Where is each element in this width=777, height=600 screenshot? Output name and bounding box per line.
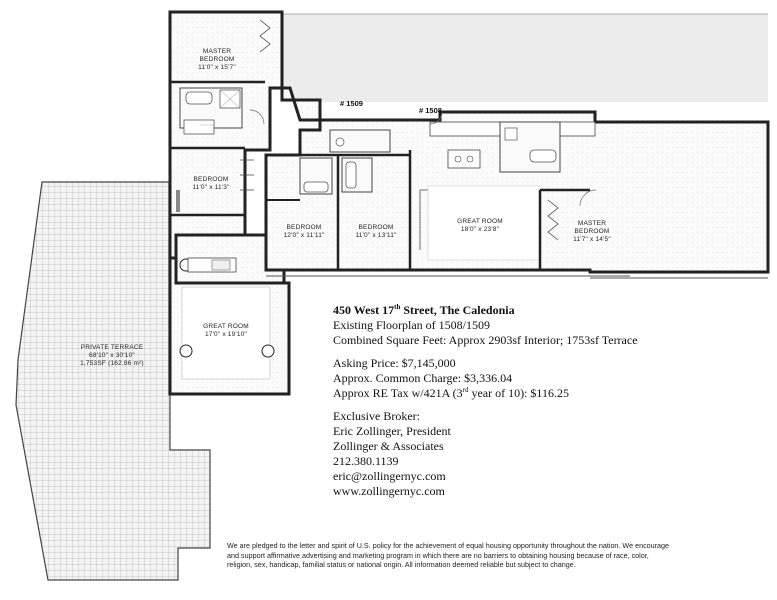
master-bedroom-1508-label bbox=[560, 220, 624, 244]
room-size: 18'0" x 23'8" bbox=[460, 226, 500, 233]
great-room-1509-label bbox=[190, 323, 262, 339]
room-size: 17'0" x 19'10" bbox=[204, 331, 248, 338]
broker-company: Zollinger & Associates bbox=[333, 439, 444, 453]
common-charge: Approx. Common Charge: $3,336.04 bbox=[333, 371, 513, 385]
re-tax: Approx RE Tax w/421A (3rd year of 10): $116.25 bbox=[333, 386, 569, 400]
room-name: GREAT ROOM bbox=[203, 323, 249, 330]
great-room-1508-label bbox=[442, 218, 518, 234]
broker-website[interactable]: www.zollingernyc.com bbox=[333, 484, 445, 498]
room-size: 11'0" x 15'7" bbox=[198, 64, 236, 71]
room-size: 11'0" x 13'11" bbox=[355, 232, 397, 239]
broker-email[interactable]: eric@zollingernyc.com bbox=[333, 469, 446, 483]
listing-info bbox=[333, 303, 673, 499]
room-name: PRIVATE TERRACE bbox=[80, 344, 144, 351]
room-name: BEDROOM bbox=[193, 176, 229, 183]
terrace-label bbox=[62, 344, 162, 368]
room-name: BEDROOM bbox=[358, 224, 394, 231]
equal-housing-disclaimer: We are pledged to the letter and spirit of U.S. policy for the achievement of equal housing opportunity throughout the nation. We encourage and support affirmative advertising and marketing program in which there are no barriers to obtaining housing because of race, color, religion, sex, handicap, familial status or national origin. All information deemed reliable but subject to change. bbox=[227, 541, 670, 569]
room-name: MASTER BEDROOM bbox=[199, 48, 235, 63]
room-size: 68'10" x 30'10" bbox=[89, 352, 135, 359]
bedroom-b-1508-label bbox=[342, 224, 410, 240]
room-name: BEDROOM bbox=[286, 224, 322, 231]
room-size: 11'7" x 14'5" bbox=[573, 236, 611, 243]
bedroom-1509-label bbox=[180, 176, 242, 192]
unit-tag-1509: # 1509 bbox=[340, 99, 363, 108]
broker-phone: 212.380.1139 bbox=[333, 454, 399, 468]
room-size: 11'0" x 11'3" bbox=[192, 184, 230, 191]
room-name: GREAT ROOM bbox=[457, 218, 503, 225]
room-area: 1,753SF (162.86 m²) bbox=[80, 360, 144, 367]
master-bedroom-1509-label bbox=[186, 48, 248, 72]
room-name: MASTER BEDROOM bbox=[574, 220, 610, 235]
facade-band bbox=[282, 14, 768, 102]
address-title: 450 West 17th Street, The Caledonia bbox=[333, 303, 515, 317]
asking-price: Asking Price: $7,145,000 bbox=[333, 356, 456, 370]
room-size: 12'0" x 11'11" bbox=[283, 232, 325, 239]
square-feet-line: Combined Square Feet: Approx 2903sf Interior; 1753sf Terrace bbox=[333, 333, 638, 347]
floorplan-line: Existing Floorplan of 1508/1509 bbox=[333, 318, 490, 332]
bedroom-a-1508-label bbox=[270, 224, 338, 240]
broker-heading: Exclusive Broker: bbox=[333, 409, 420, 423]
unit-tag-1508: # 1508 bbox=[419, 106, 442, 115]
broker-name: Eric Zollinger, President bbox=[333, 424, 451, 438]
